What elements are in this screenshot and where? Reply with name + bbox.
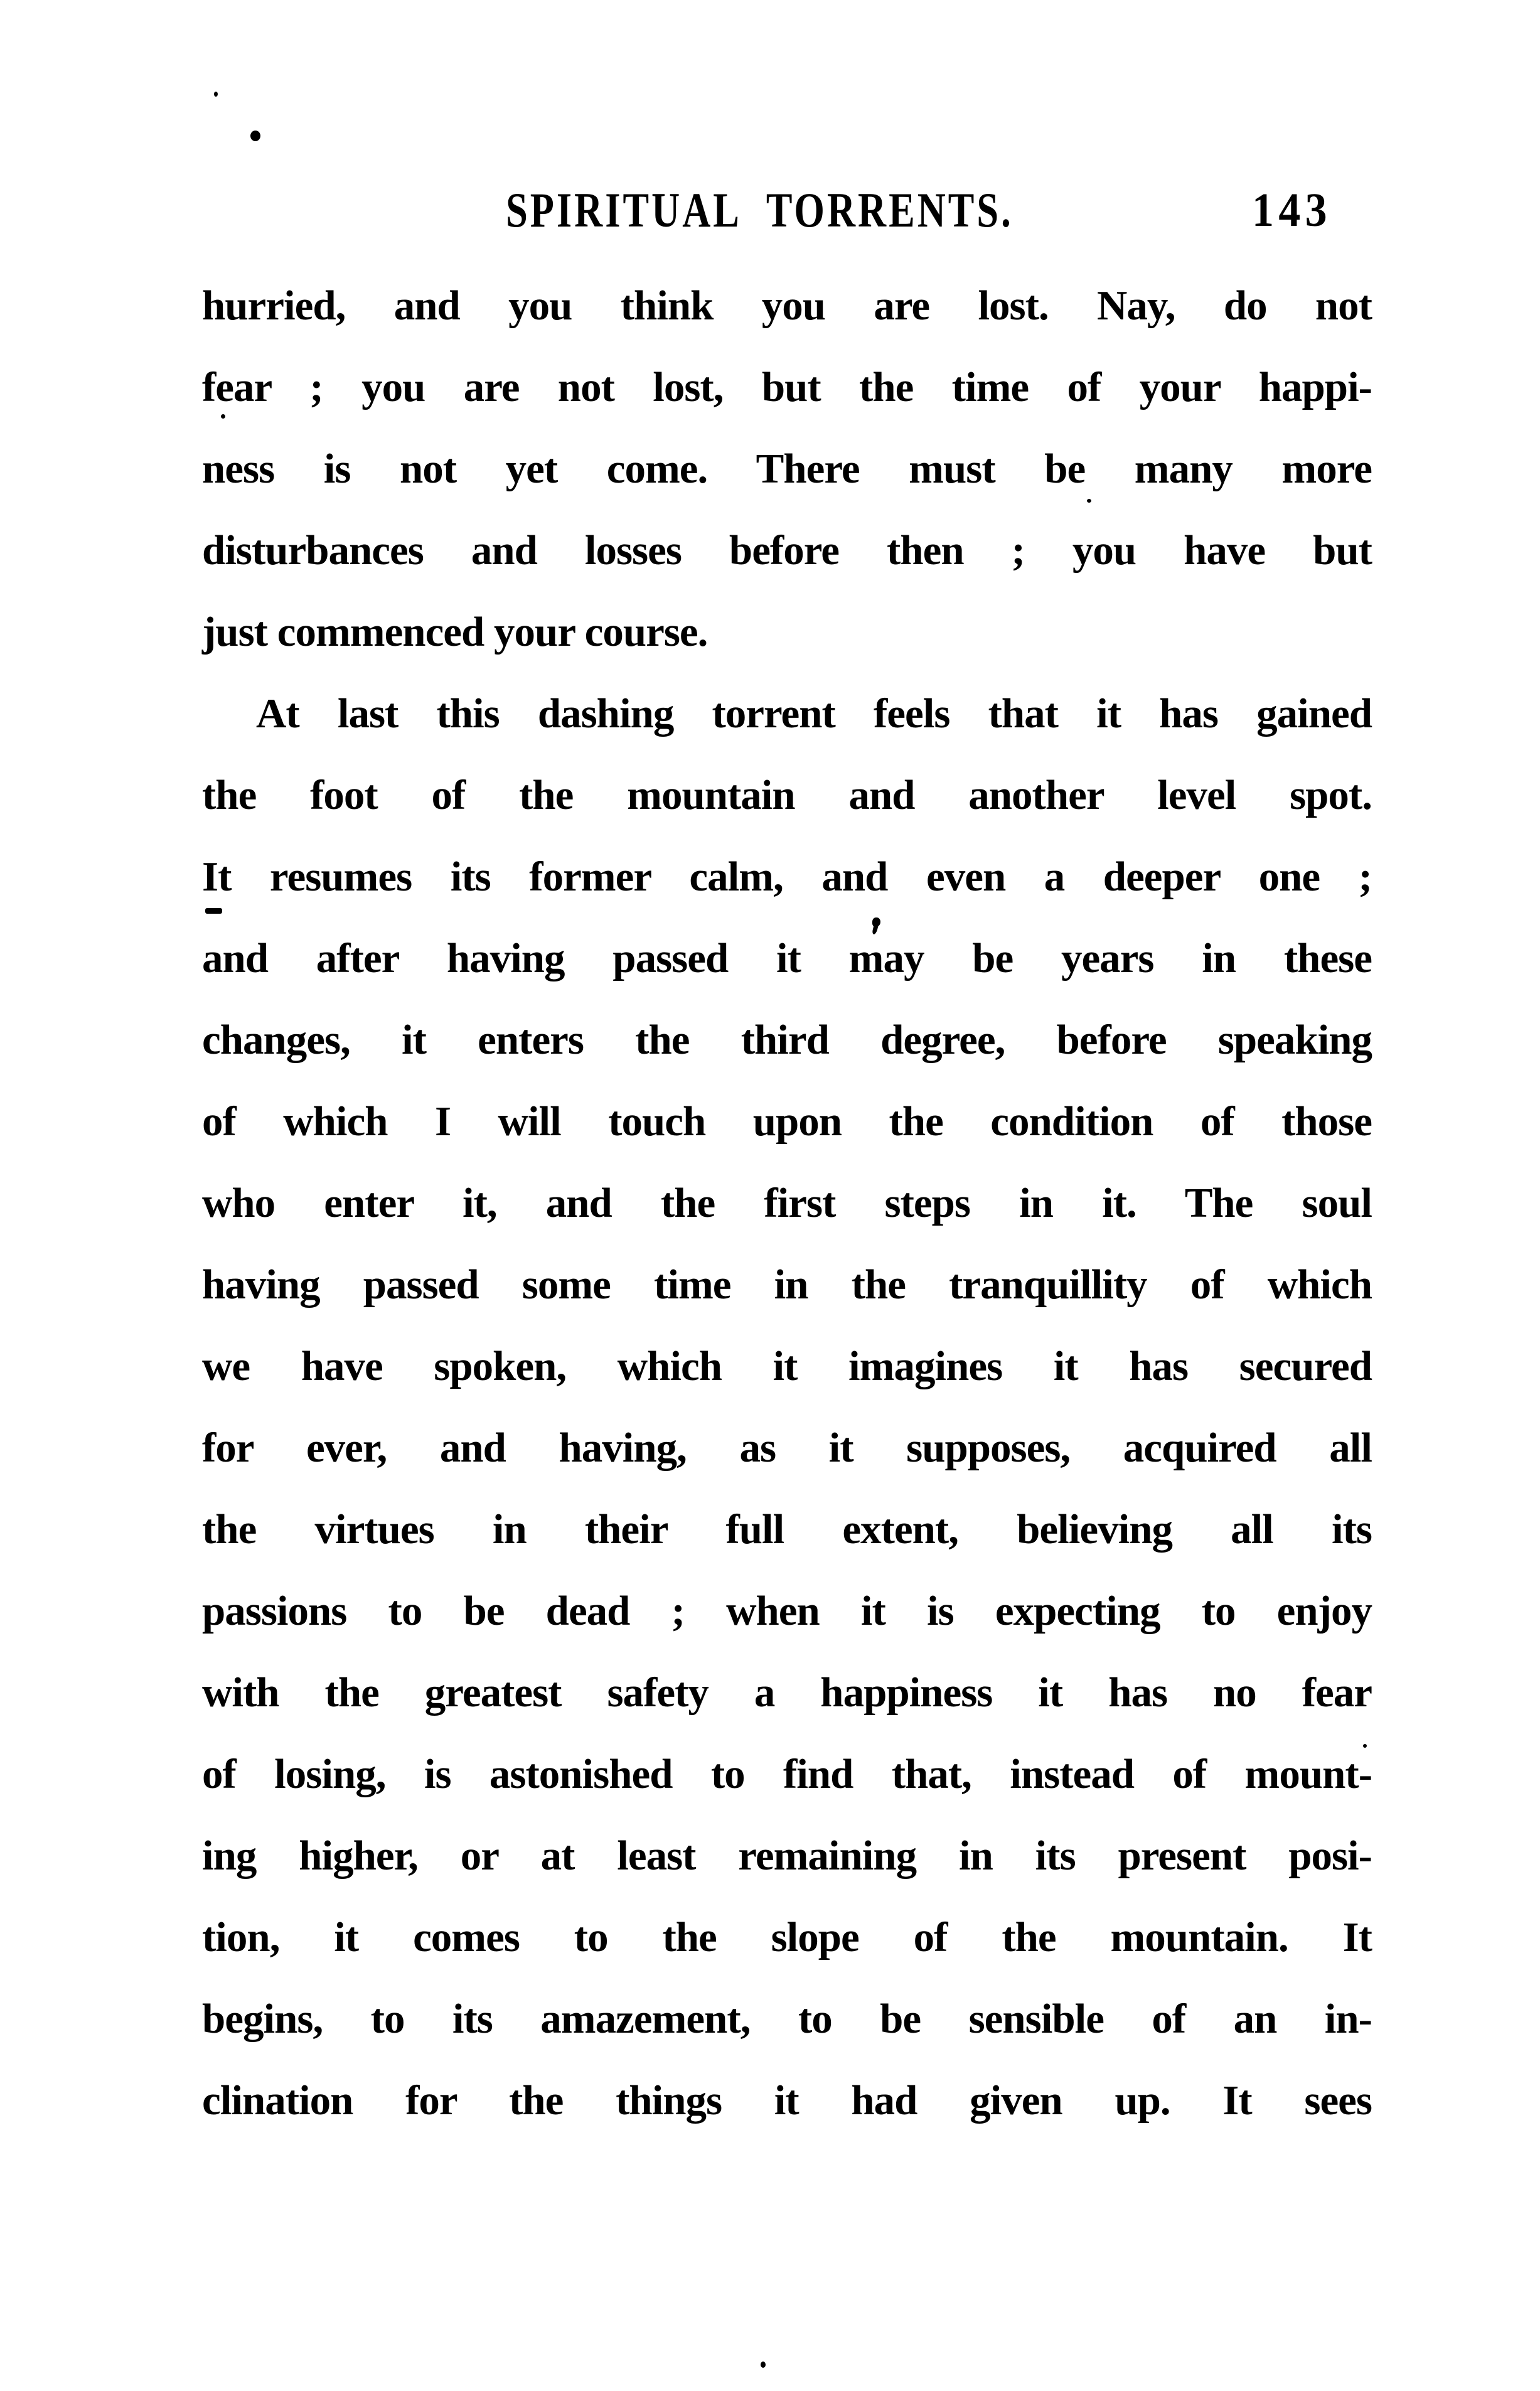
- text-line: changes, it enters the third degree, before speaking: [202, 1017, 1372, 1063]
- page-header: [202, 182, 1372, 251]
- running-title-text: SPIRITUAL TORRENTS.: [505, 183, 1013, 237]
- text-line: of which I will touch upon the condition of those: [202, 1098, 1372, 1145]
- text-line: It resumes its former calm, and even a deeper one ;: [202, 853, 1372, 900]
- text-line: tion, it comes to the slope of the mountain. It: [202, 1914, 1372, 1960]
- text-line: disturbances and losses before then ; you have but: [202, 527, 1372, 574]
- text-line: begins, to its amazement, to be sensible of an in-: [202, 1996, 1372, 2042]
- text-line: we have spoken, which it imagines it has secured: [202, 1343, 1372, 1389]
- text-line: fear ; you are not lost, but the time of your happi-: [202, 364, 1372, 410]
- ink-speck: [214, 92, 218, 97]
- text-line paragraph-end: just commenced your course.: [202, 609, 708, 655]
- text-line: the foot of the mountain and another level spot.: [202, 772, 1372, 818]
- text-line paragraph-start: At last this dashing torrent feels that it has gained: [256, 690, 1372, 737]
- text-line: ing higher, or at least remaining in its present posi-: [202, 1832, 1372, 1879]
- text-line: ness is not yet come. There must be many more: [202, 446, 1372, 492]
- text-line: clination for the things it had given up. It sees: [202, 2077, 1372, 2124]
- running-title: [202, 182, 1372, 238]
- text-line: and after having passed it may be years in these: [202, 935, 1372, 982]
- text-line: who enter it, and the first steps in it. The soul: [202, 1180, 1372, 1226]
- ink-speck: [761, 2362, 766, 2368]
- page-number: 143: [1252, 184, 1332, 237]
- ink-speck: [250, 131, 260, 141]
- ink-speck: [221, 414, 225, 419]
- text-line: the virtues in their full extent, believing all its: [202, 1506, 1372, 1553]
- text-line: with the greatest safety a happiness it has no fear: [202, 1669, 1372, 1716]
- text-line: for ever, and having, as it supposes, acquired all: [202, 1425, 1372, 1471]
- text-line: having passed some time in the tranquillity of which: [202, 1261, 1372, 1308]
- text-line: hurried, and you think you are lost. Nay, do not: [202, 282, 1372, 329]
- ink-speck: [1087, 499, 1091, 503]
- ink-speck: [1363, 1744, 1367, 1748]
- text-line: of losing, is astonished to find that, instead of mount-: [202, 1751, 1372, 1797]
- text-line: passions to be dead ; when it is expecting to enjoy: [202, 1588, 1372, 1634]
- underline-artifact: [205, 908, 222, 914]
